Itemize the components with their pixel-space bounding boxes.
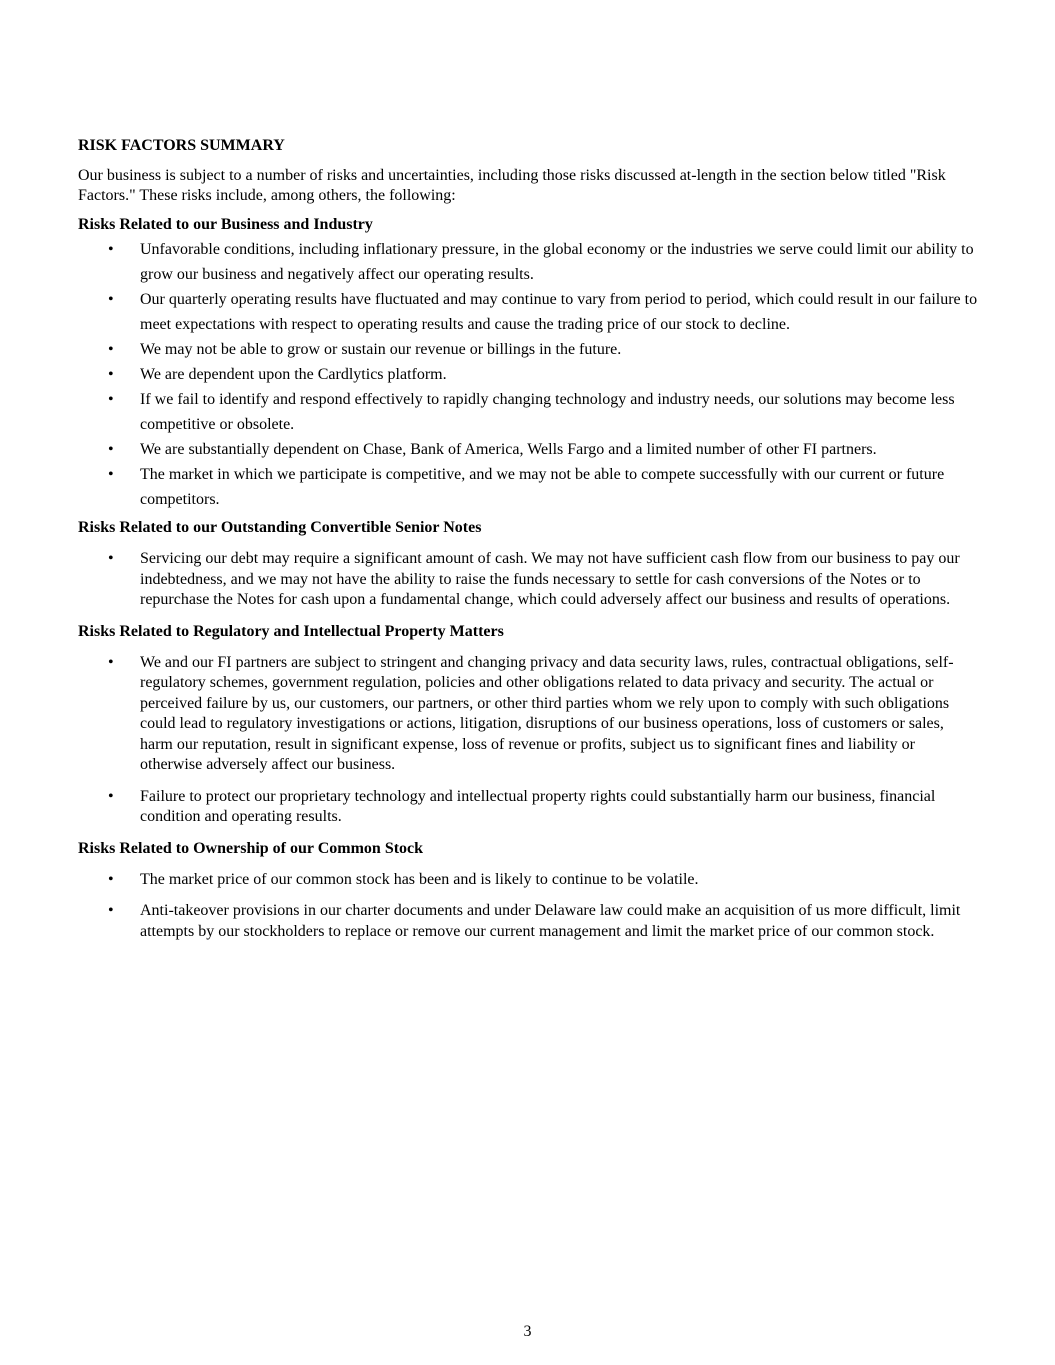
list-item-text: If we fail to identify and respond effectively to rapidly changing technology and industry needs, our solutions may become less competitive or obsolete. <box>140 391 955 433</box>
bullet-icon: • <box>108 441 114 458</box>
list-item-text: Servicing our debt may require a significant amount of cash. We may not have sufficient cash flow from our business to pay our indebtedness, and we may not have the ability to raise the funds necessary to settle for cash conversions of the Notes or to repurchase the Notes for cash upon a fundamental change, which could adversely affect our business and results of operations. <box>140 550 960 608</box>
list-item <box>78 653 978 776</box>
intro-paragraph: Our business is subject to a number of risks and uncertainties, including those risks discussed at-length in the section below titled "Risk Factors." These risks include, among others, the following: <box>78 167 946 204</box>
page-number: 3 <box>523 1323 532 1340</box>
bullet-icon: • <box>108 870 114 888</box>
list-item-text: We and our FI partners are subject to stringent and changing privacy and data security laws, rules, contractual obligations, self-regulatory schemes, government regulation, policies and other obligations related to data privacy and security. The actual or perceived failure by us, our customers, our partners, or other third parties whom we rely upon to comply with such obligations could lead to regulatory investigations or actions, litigation, disruptions of our business operations, loss of customers or sales, harm our reputation, result in significant expense, loss of revenue or profits, subject us to significant fines and liability or otherwise adversely affect our business. <box>140 653 954 773</box>
bullet-icon: • <box>108 466 114 483</box>
list-item-text: The market in which we participate is competitive, and we may not be able to compete successfully with our current or future competitors. <box>140 466 945 508</box>
bullet-icon: • <box>108 241 114 258</box>
list-item <box>78 237 978 287</box>
document-page <box>78 136 978 953</box>
list-item <box>78 870 978 891</box>
list-item-text: Anti-takeover provisions in our charter documents and under Delaware law could make an acquisition of us more difficult, limit attempts by our stockholders to replace or remove our current management and limit the market price of our common stock. <box>140 902 961 940</box>
bullet-icon: • <box>108 341 114 358</box>
list-item <box>78 901 978 942</box>
list-item-text: We are substantially dependent on Chase, Bank of America, Wells Fargo and a limited number of other FI partners. <box>140 441 877 458</box>
section-regulatory-ip <box>78 622 978 828</box>
list-item-text: The market price of our common stock has been and is likely to continue to be volatile. <box>140 870 699 888</box>
section-common-stock <box>78 839 978 943</box>
list-item <box>78 287 978 337</box>
list-item-text: We are dependent upon the Cardlytics platform. <box>140 366 447 383</box>
bullet-icon: • <box>108 391 114 408</box>
section-heading: Risks Related to our Business and Industry <box>78 216 373 233</box>
section-convertible-notes <box>78 518 978 611</box>
risk-list <box>78 870 978 943</box>
risk-list <box>78 653 978 828</box>
bullet-icon: • <box>108 902 114 919</box>
bullet-icon: • <box>108 653 114 671</box>
list-item-text: Unfavorable conditions, including inflationary pressure, in the global economy or the industries we serve could limit our ability to grow our business and negatively affect our operating results. <box>140 241 974 283</box>
list-item <box>78 337 978 362</box>
section-heading: Risks Related to our Outstanding Convertible Senior Notes <box>78 519 482 536</box>
bullet-icon: • <box>108 787 114 805</box>
list-item-text: We may not be able to grow or sustain our revenue or billings in the future. <box>140 341 622 358</box>
risk-list <box>78 549 978 611</box>
section-business-industry <box>78 215 978 512</box>
list-item <box>78 549 978 611</box>
list-item <box>78 787 978 828</box>
list-item <box>78 462 978 512</box>
bullet-icon: • <box>108 550 114 567</box>
risk-list <box>78 237 978 512</box>
list-item-text: Failure to protect our proprietary technology and intellectual property rights could substantially harm our business, financial condition and operating results. <box>140 787 936 825</box>
list-item <box>78 362 978 387</box>
section-heading: Risks Related to Regulatory and Intellectual Property Matters <box>78 622 504 640</box>
bullet-icon: • <box>108 366 114 383</box>
bullet-icon: • <box>108 291 114 308</box>
document-title: RISK FACTORS SUMMARY <box>78 137 285 154</box>
list-item <box>78 437 978 462</box>
section-heading: Risks Related to Ownership of our Common Stock <box>78 839 424 857</box>
list-item-text: Our quarterly operating results have fluctuated and may continue to vary from period to period, which could result in our failure to meet expectations with respect to operating results and cause the trading price of our stock to decline. <box>140 291 978 333</box>
list-item <box>78 387 978 437</box>
